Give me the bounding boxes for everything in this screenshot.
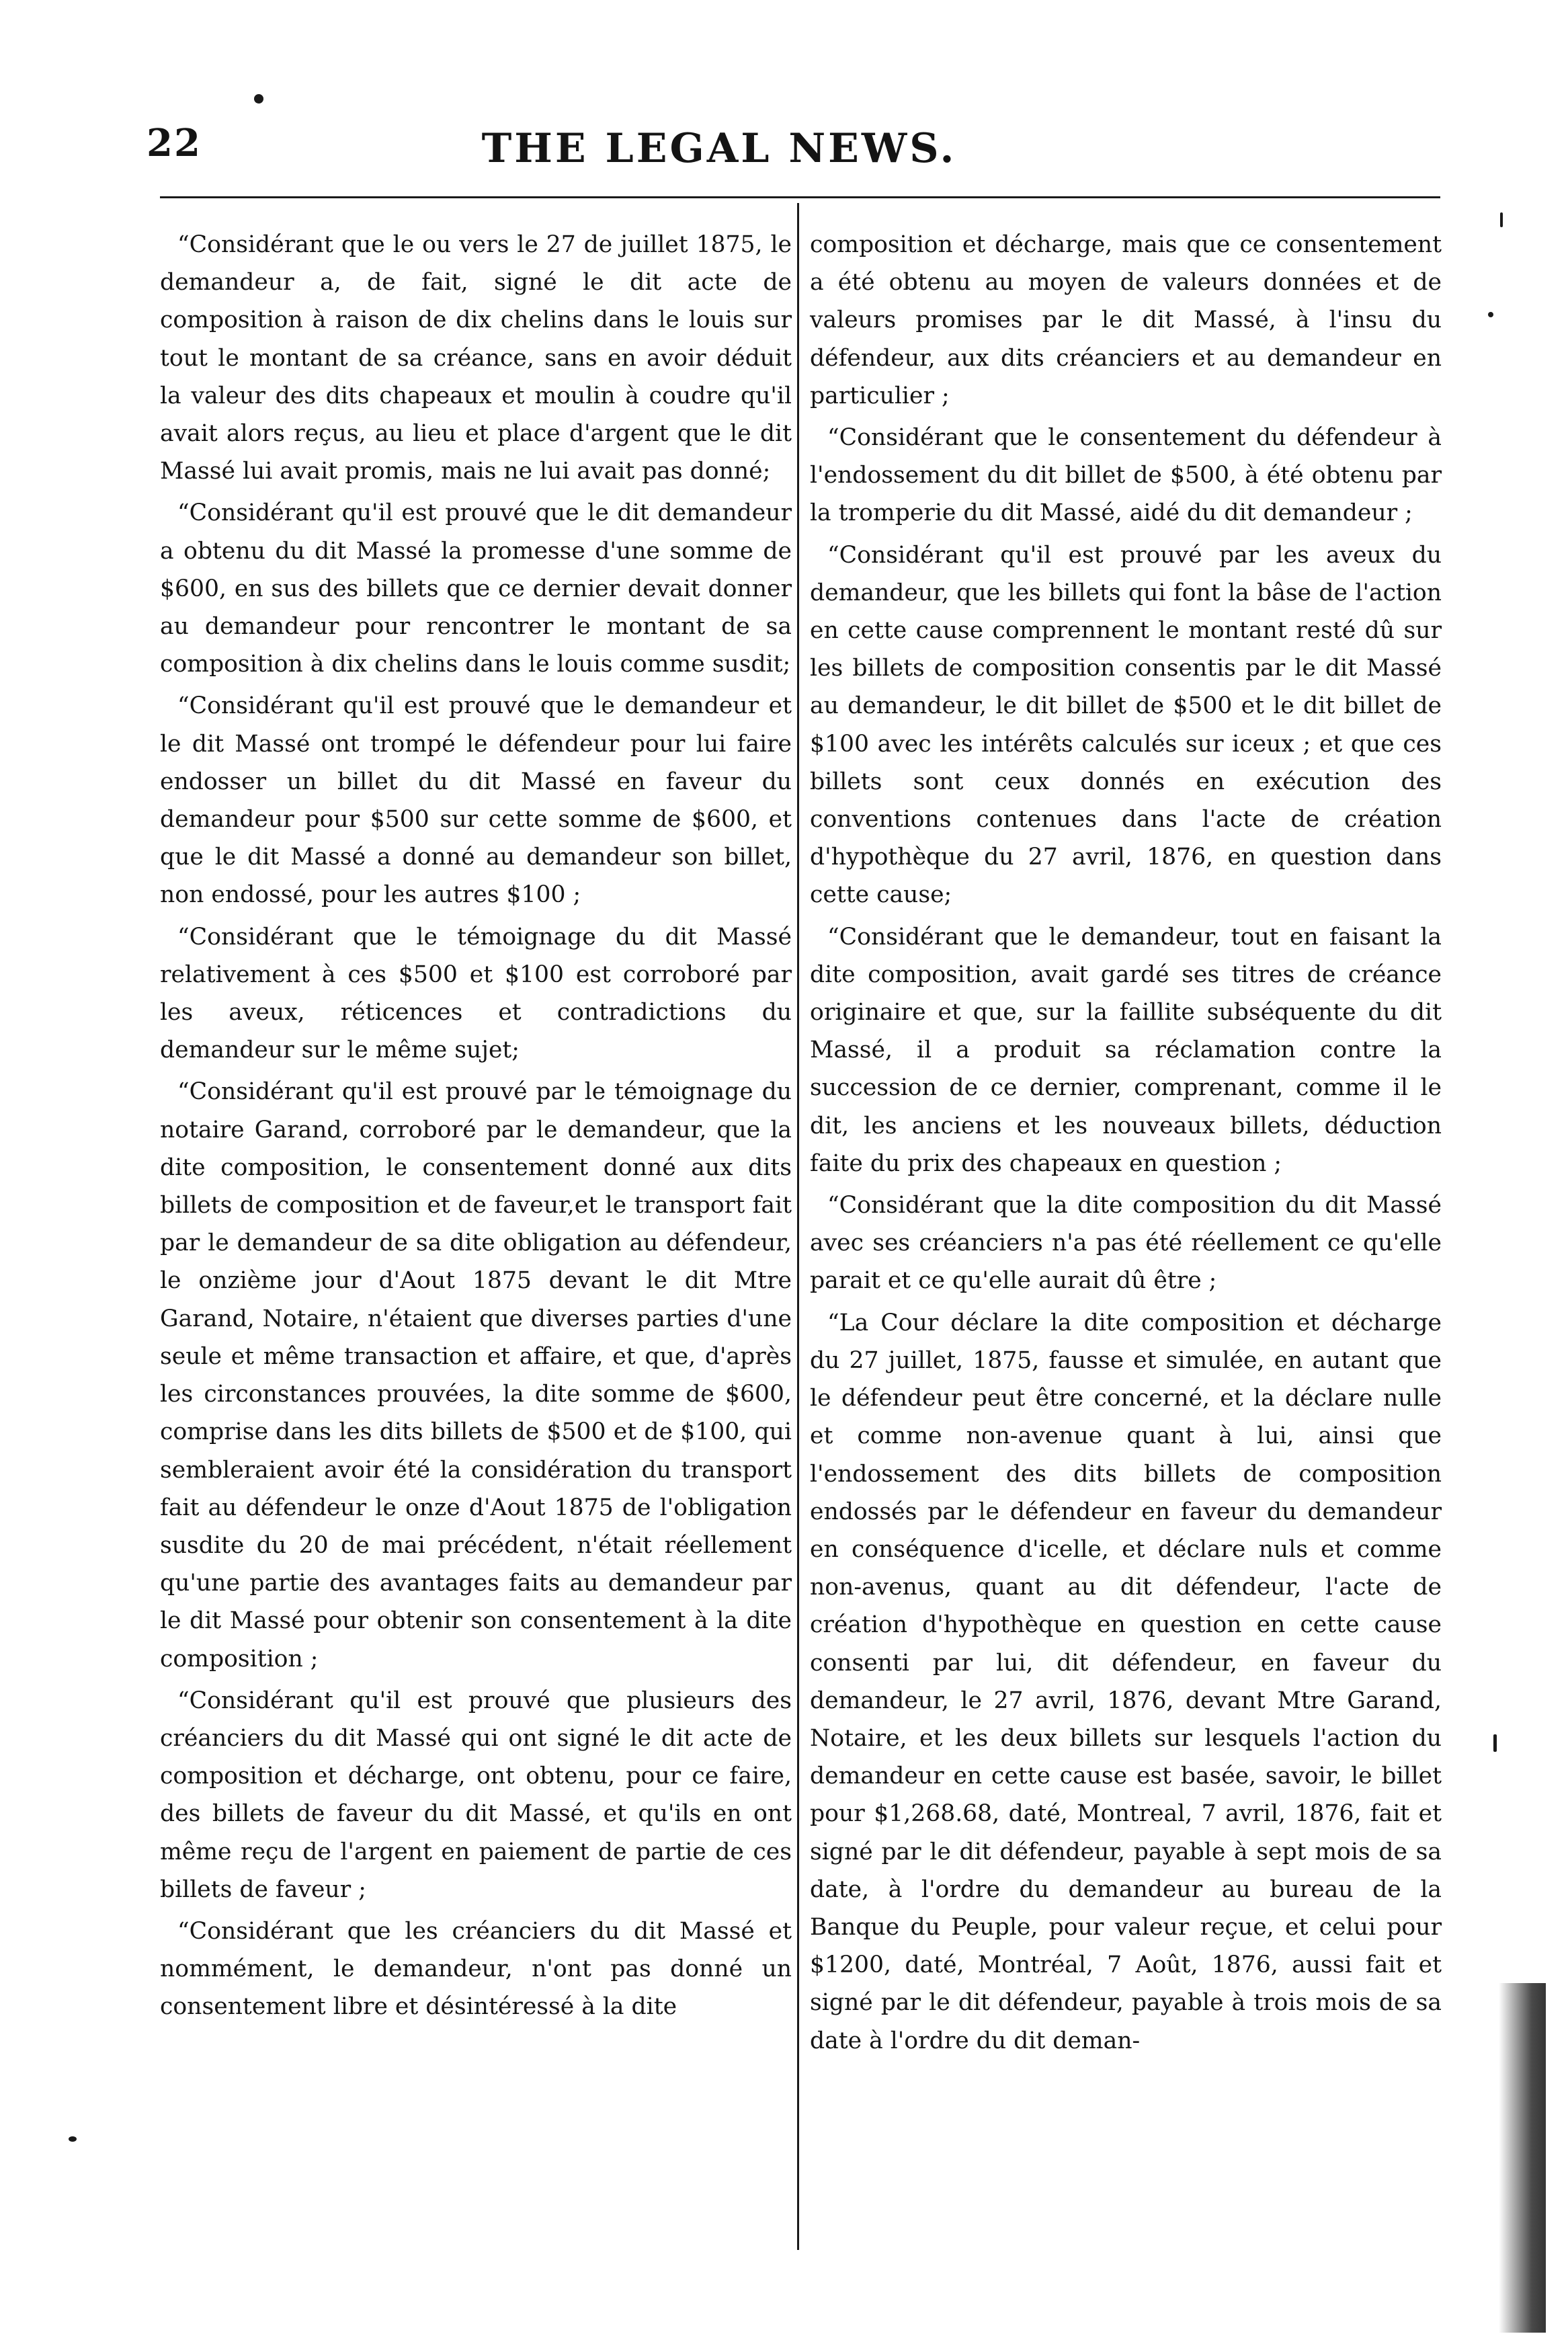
text-column-right — [810, 226, 1442, 2064]
paragraph: composition et décharge, mais que ce consentement a été obtenu au moyen de valeurs données et de valeurs promises par le dit Massé, à l'insu du défendeur, aux dits créanciers et au demandeur en particulier ; — [810, 231, 1442, 409]
ink-speck — [254, 94, 263, 104]
page-number: 22 — [147, 121, 202, 165]
paragraph: “Considérant qu'il est prouvé que le dit demandeur a obtenu du dit Massé la promesse d'une somme de $600, en sus des billets que ce dernier devait donner au demandeur pour rencontrer le montant de sa composition à dix chelins dans le louis comme susdit; — [160, 499, 792, 678]
paragraph: “Considérant que le demandeur, tout en faisant la dite composition, avait gardé ses titres de créance originaire et que, sur la faillite subséquente du dit Massé, il a produit sa réclamation contre la succession de ce dernier, comprenant, comme il le dit, les anciens et les nouveaux billets, déduction faite du prix des chapeaux en question ; — [810, 923, 1442, 1177]
header-rule — [160, 196, 1440, 198]
paragraph: “La Cour déclare la dite composition et décharge du 27 juillet, 1875, fausse et simulée, en autant que le défendeur peut être concerné, et la déclare nulle et comme non-avenue quant à lui, ainsi que l'endossement des dits billets de composition endossés par le défendeur en faveur du demandeur en conséquence d'icelle, et déclare nuls et comme non-avenus, quant au dit défendeur, l'acte de création d'hypothèque en question en cette cause consenti par lui, dit défendeur, en faveur du demandeur, le 27 avril, 1876, devant Mtre Garand, Notaire, et les deux billets sur lesquels l'action du demandeur en cette cause est basée, savoir, le billet pour $1,268.68, daté, Montreal, 7 avril, 1876, fait et signé par le dit défendeur, payable à sept mois de sa date, à l'ordre du demandeur au bureau de la Banque du Peuple, pour valeur reçue, et celui pour $1200, daté, Montréal, 7 Août, 1876, aussi fait et signé par le dit défendeur, payable à trois mois de sa date à l'ordre du dit deman- — [810, 1309, 1442, 2054]
ink-speck — [1493, 1734, 1497, 1752]
text-column-left — [160, 226, 792, 2030]
paragraph: “Considérant que le ou vers le 27 de juillet 1875, le demandeur a, de fait, signé le dit acte de composition à raison de dix chelins dans le louis sur tout le montant de sa créance, sans en avoir déduit la valeur des dits chapeaux et moulin à coudre qu'il avait alors reçus, au lieu et place d'argent que le dit Massé lui avait promis, mais ne lui avait pas donné; — [160, 231, 792, 485]
paragraph: “Considérant qu'il est prouvé par le témoignage du notaire Garand, corroboré par le demandeur, que la dite composition, le consentement donné aux dits billets de composition et de faveur,et le transport fait par le demandeur de sa dite obligation au défendeur, le onzième jour d'Aout 1875 devant le dit Mtre Garand, Notaire, n'étaient que diverses parties d'une seule et même transaction et affaire, et que, d'après les circonstances prouvées, la dite somme de $600, comprise dans les dits billets de $500 et de $100, qui sembleraient avoir été la considération du transport fait au défendeur le onze d'Aout 1875 de l'obligation susdite du 20 de mai précédent, n'était réellement qu'une partie des avantages faits au demandeur par le dit Massé pour obtenir son consentement à la dite composition ; — [160, 1078, 792, 1673]
paragraph: “Considérant que le consentement du défendeur à l'endossement du dit billet de $500, à été obtenu par la tromperie du dit Massé, aidé du dit demandeur ; — [810, 424, 1442, 527]
paragraph: “Considérant que la dite composition du dit Massé avec ses créanciers n'a pas été réellement ce qu'elle parait et ce qu'elle aurait dû être ; — [810, 1192, 1442, 1295]
paragraph: “Considérant qu'il est prouvé que le demandeur et le dit Massé ont trompé le défendeur pour lui faire endosser un billet du dit Massé en faveur du demandeur pour $500 sur cette somme de $600, et que le dit Massé a donné au demandeur son billet, non endossé, pour les autres $100 ; — [160, 692, 792, 909]
ink-speck — [1488, 312, 1493, 317]
running-title: THE LEGAL NEWS. — [481, 125, 957, 172]
page-edge-shadow — [1499, 1983, 1546, 2333]
paragraph: “Considérant qu'il est prouvé que plusieurs des créanciers du dit Massé qui ont signé le dit acte de composition et décharge, ont obtenu, pour ce faire, des billets de faveur du dit Massé, et qu'ils en ont même reçu de l'argent en paiement de partie de ces billets de faveur ; — [160, 1687, 792, 1903]
column-divider — [797, 203, 799, 2250]
paragraph: “Considérant que les créanciers du dit Massé et nommément, le demandeur, n'ont pas donné un consentement libre et désintéressé à la dite — [160, 1917, 792, 2021]
ink-speck — [1500, 212, 1503, 227]
paragraph: “Considérant qu'il est prouvé par les aveux du demandeur, que les billets qui font la bâse de l'action en cette cause comprennent le montant resté dû sur les billets de composition consentis par le dit Massé au demandeur, le dit billet de $500 et le dit billet de $100 avec les intérêts calculés sur iceux ; et que ces billets sont ceux donnés en exécution des conventions contenues dans l'acte de création d'hypothèque du 27 avril, 1876, en question dans cette cause; — [810, 541, 1442, 909]
ink-speck — [69, 2136, 77, 2142]
paragraph: “Considérant que le témoignage du dit Massé relativement à ces $500 et $100 est corroboré par les aveux, réticences et contradictions du demandeur sur le même sujet; — [160, 923, 792, 1064]
